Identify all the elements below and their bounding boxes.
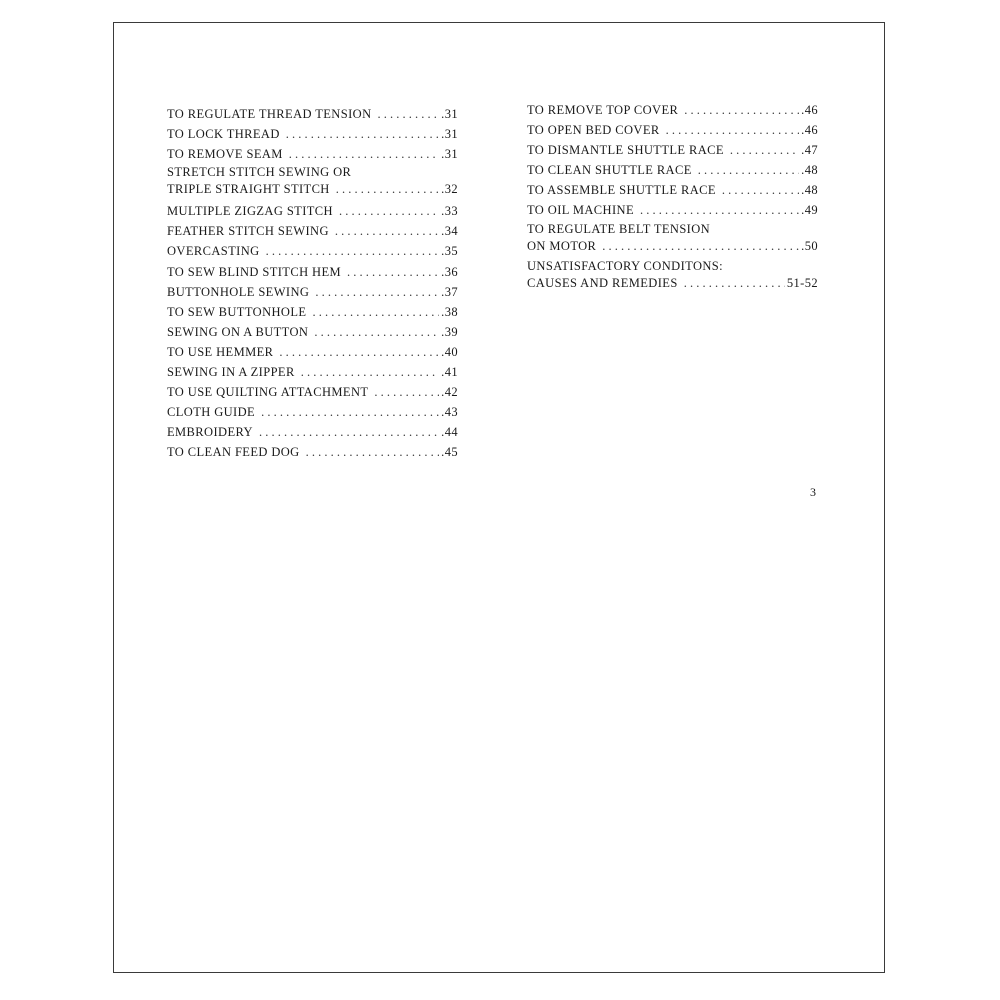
toc-entry — [167, 322, 458, 342]
toc-entry-page: .38 — [441, 304, 458, 319]
toc-entry-title: TO LOCK THREAD — [167, 127, 280, 142]
toc-leader-dots — [279, 342, 439, 362]
toc-entry — [527, 120, 818, 140]
toc-entry-title: TO SEW BLIND STITCH HEM — [167, 264, 342, 279]
toc-entry-page: .37 — [441, 284, 458, 299]
toc-entry — [527, 200, 818, 220]
toc-entry-page: .50 — [801, 238, 818, 253]
toc-entry-title: TO DISMANTLE SHUTTLE RACE — [527, 143, 724, 158]
toc-entry-page: .36 — [441, 264, 458, 279]
toc-entry-title: OVERCASTING — [167, 244, 260, 259]
toc-entry — [167, 144, 458, 164]
toc-leader-dots — [374, 382, 439, 402]
toc-leader-dots — [315, 282, 439, 302]
toc-entry-title: TO REMOVE TOP COVER — [527, 103, 679, 117]
toc-entry-title: CLOTH GUIDE — [167, 405, 256, 420]
toc-entry-page: .33 — [441, 204, 458, 219]
toc-entry-page: .31 — [441, 127, 458, 142]
toc-entry — [167, 302, 458, 322]
toc-entry-title: BUTTONHOLE SEWING — [167, 284, 310, 299]
toc-entry — [167, 124, 458, 144]
toc-leader-dots — [684, 275, 785, 292]
toc-entry-title-continued: CAUSES AND REMEDIES — [527, 275, 678, 290]
toc-entry-page: .31 — [441, 147, 458, 162]
toc-leader-dots — [289, 144, 439, 164]
toc-leader-dots — [335, 221, 439, 241]
toc-entry-page: .44 — [441, 425, 458, 440]
toc-entry-page: .32 — [441, 182, 458, 197]
toc-leader-dots — [306, 442, 440, 462]
toc-entry-page: .46 — [801, 103, 818, 117]
toc-entry — [527, 160, 818, 180]
toc-entry-page: .31 — [441, 107, 458, 121]
toc-entry — [167, 282, 458, 302]
toc-entry — [167, 342, 458, 362]
toc-entry-title: TO REMOVE SEAM — [167, 147, 283, 162]
toc-entry-page: .35 — [441, 244, 458, 259]
toc-leader-dots — [730, 140, 799, 160]
toc-entry-title-continued: TRIPLE STRAIGHT STITCH — [167, 182, 330, 197]
toc-leader-dots — [666, 120, 800, 140]
toc-entry — [167, 241, 458, 261]
toc-entry-page: .41 — [441, 365, 458, 380]
toc-entry-title: TO REGULATE THREAD TENSION — [167, 107, 372, 121]
toc-entry-page: .48 — [801, 183, 818, 198]
toc-leader-dots — [339, 201, 439, 221]
toc-entry-page: .46 — [801, 123, 818, 138]
toc-leader-dots — [347, 262, 439, 282]
toc-entry-page: .45 — [441, 445, 458, 460]
toc-entry-title: TO REGULATE BELT TENSION — [527, 221, 711, 236]
toc-entry-title: TO OPEN BED COVER — [527, 123, 660, 138]
toc-leader-dots — [314, 322, 439, 342]
toc-entry-page: .49 — [801, 203, 818, 218]
toc-leader-dots — [259, 422, 439, 442]
toc-leader-dots — [602, 238, 799, 255]
toc-entry-title: STRETCH STITCH SEWING OR — [167, 165, 352, 180]
toc-leader-dots — [312, 302, 439, 322]
toc-entry-title: TO OIL MACHINE — [527, 203, 634, 218]
toc-leader-dots — [286, 124, 439, 144]
toc-entry-title: MULTIPLE ZIGZAG STITCH — [167, 204, 333, 219]
toc-entry — [527, 180, 818, 200]
page-number: 3 — [810, 485, 816, 499]
toc-leader-dots — [261, 402, 439, 422]
toc-entry — [167, 442, 458, 462]
toc-column-right — [527, 100, 818, 295]
toc-entry — [527, 100, 818, 120]
toc-entry-page: .34 — [441, 224, 458, 239]
toc-entry-title: TO SEW BUTTONHOLE — [167, 304, 307, 319]
toc-entry — [167, 201, 458, 221]
toc-entry-title: TO USE HEMMER — [167, 344, 274, 359]
toc-entry-page: .39 — [441, 324, 458, 339]
toc-entry — [167, 221, 458, 241]
toc-entry — [527, 140, 818, 160]
toc-entry-title: TO CLEAN SHUTTLE RACE — [527, 163, 692, 178]
toc-leader-dots — [722, 180, 799, 200]
toc-entry — [167, 362, 458, 382]
toc-leader-dots — [266, 241, 440, 261]
toc-leader-dots — [378, 104, 440, 124]
toc-leader-dots — [684, 100, 799, 120]
toc-entry — [167, 104, 458, 124]
toc-entry — [167, 382, 458, 402]
toc-entry — [527, 221, 818, 255]
toc-entry-page: .43 — [441, 405, 458, 420]
toc-entry — [167, 164, 458, 198]
toc-column-left — [167, 104, 458, 463]
toc-entry-title: TO ASSEMBLE SHUTTLE RACE — [527, 183, 716, 198]
toc-entry-page: .40 — [441, 344, 458, 359]
toc-entry-page: .42 — [441, 385, 458, 400]
toc-entry-title: FEATHER STITCH SEWING — [167, 224, 329, 239]
toc-entry-title: SEWING ON A BUTTON — [167, 324, 309, 339]
toc-entry-title: UNSATISFACTORY CONDITONS: — [527, 258, 724, 273]
toc-leader-dots — [336, 181, 439, 198]
toc-entry-page: 51-52 — [786, 275, 818, 290]
toc-entry-page: .47 — [801, 143, 818, 158]
toc-leader-dots — [301, 362, 439, 382]
toc-entry — [167, 262, 458, 282]
toc-leader-dots — [640, 200, 799, 220]
toc-entry-title: TO USE QUILTING ATTACHMENT — [167, 385, 369, 400]
toc-entry — [167, 402, 458, 422]
toc-entry-title: TO CLEAN FEED DOG — [167, 445, 300, 460]
toc-entry-title: SEWING IN A ZIPPER — [167, 365, 295, 380]
toc-entry-title-continued: ON MOTOR — [527, 238, 597, 253]
toc-leader-dots — [698, 160, 799, 180]
toc-entry — [167, 422, 458, 442]
toc-entry-title: EMBROIDERY — [167, 425, 253, 440]
toc-entry-page: .48 — [801, 163, 818, 178]
toc-entry — [527, 258, 818, 292]
